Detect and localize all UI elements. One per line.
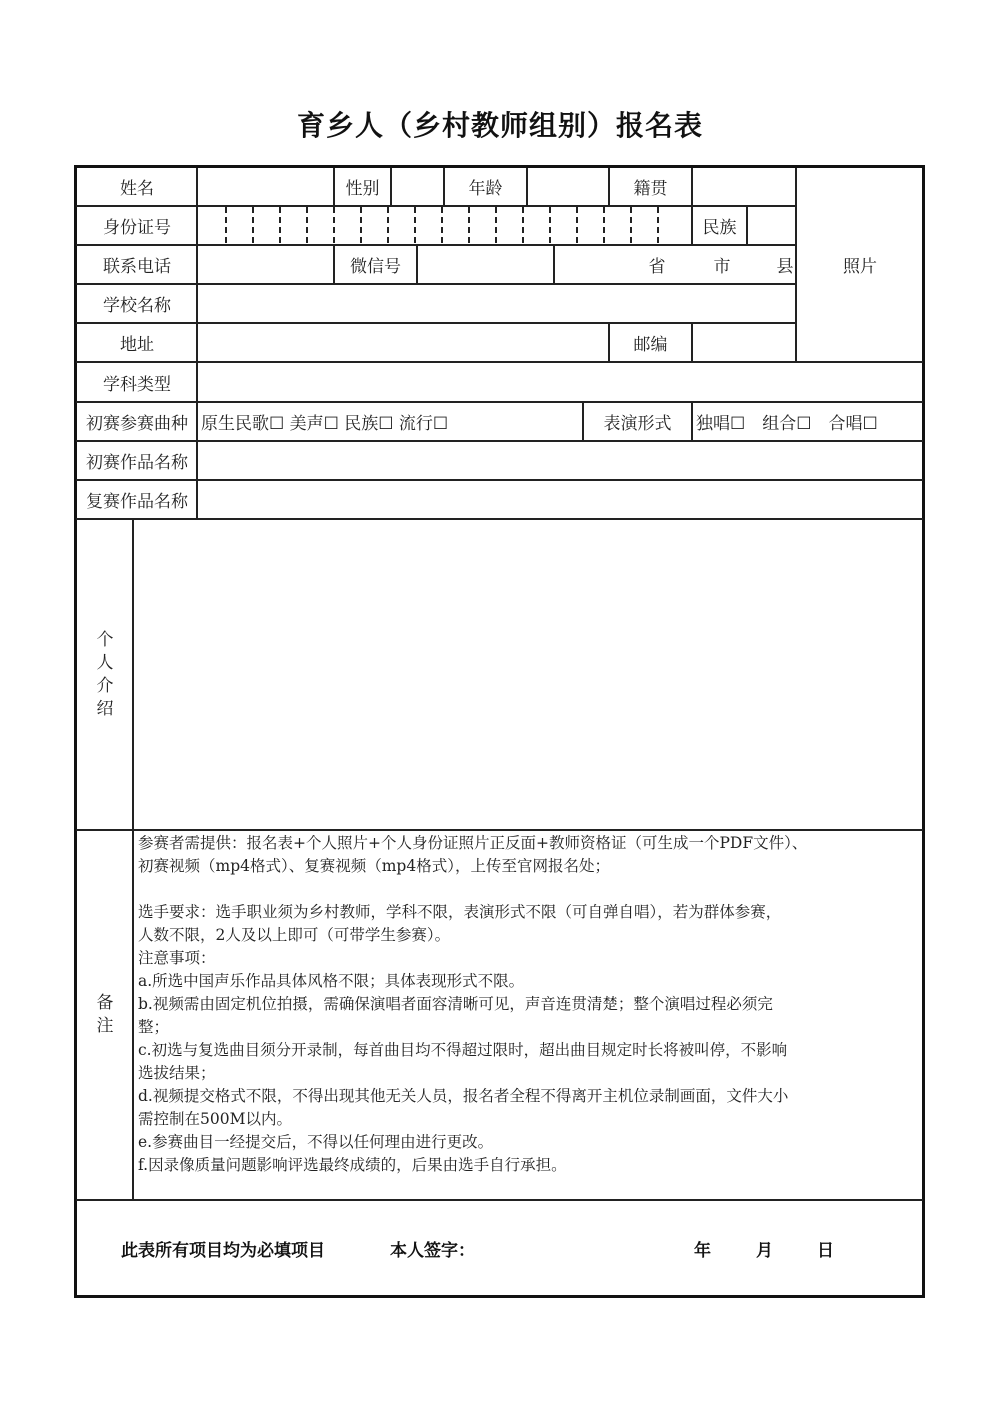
column-divider	[416, 245, 418, 283]
note-line: f.因录像质量问题影响评选最终成绩的，后果由选手自行承担。	[138, 1156, 567, 1174]
remarks-char: 备	[96, 993, 114, 1013]
id-digit-separator	[630, 207, 632, 243]
column-divider	[691, 168, 693, 205]
label-ethnicity: 民族	[702, 218, 737, 238]
intro-char: 绍	[96, 698, 114, 719]
label-address: 地址	[120, 335, 154, 355]
label-final-work: 复赛作品名称	[86, 492, 188, 512]
label-province: 省	[648, 257, 666, 277]
note-line: 注意事项：	[138, 949, 216, 967]
label-school-name: 学校名称	[103, 296, 171, 316]
genre-options[interactable]: 原生民歌☐ 美声☐ 民族☐ 流行☐	[201, 414, 449, 434]
label-age: 年龄	[468, 179, 503, 199]
performance-form-options[interactable]: 独唱☐ 组合☐ 合唱☐	[696, 414, 878, 434]
id-digit-separator	[522, 207, 524, 243]
column-divider	[691, 323, 693, 361]
note-line: b.视频需由固定机位拍摄，需确保演唱者面容清晰可见，声音连贯清楚；整个演唱过程必须完	[138, 995, 773, 1013]
label-postcode: 邮编	[633, 335, 668, 355]
id-digit-separator	[414, 207, 416, 243]
id-digit-separator	[468, 207, 470, 243]
label-personal-intro	[78, 520, 132, 829]
label-remarks	[78, 831, 132, 1199]
column-divider	[390, 168, 392, 205]
label-subject-type: 学科类型	[103, 374, 171, 395]
row-divider	[76, 440, 923, 442]
column-divider	[526, 168, 528, 205]
photo-placeholder: 照片	[843, 257, 877, 277]
label-performance-form: 表演形式	[603, 414, 672, 434]
id-digit-separator	[603, 207, 605, 243]
column-divider	[132, 519, 134, 1200]
label-native-place: 籍贯	[633, 179, 668, 199]
note-line: 选手要求：选手职业须为乡村教师，学科不限，表演形式不限（可自弹自唱），若为群体参赛，	[138, 903, 782, 921]
label-wechat: 微信号	[350, 257, 401, 277]
remarks-char: 注	[96, 1016, 114, 1036]
note-line: 整；	[138, 1018, 170, 1036]
id-digit-separator	[252, 207, 254, 243]
label-id-number: 身份证号	[103, 218, 171, 238]
note-line: 选拔结果；	[138, 1064, 216, 1082]
label-gender: 性别	[345, 179, 380, 199]
label-county: 县	[776, 257, 794, 277]
row-divider	[76, 479, 923, 481]
id-digit-separator	[576, 207, 578, 243]
id-digit-separator	[360, 207, 362, 243]
remarks-notes	[138, 832, 918, 1177]
id-digit-separator	[549, 207, 551, 243]
id-digit-separator	[306, 207, 308, 243]
form-title: 育乡人（乡村教师组别）报名表	[296, 109, 703, 142]
row-divider	[76, 829, 923, 831]
row-divider	[76, 518, 923, 520]
row-divider	[76, 1199, 923, 1201]
note-line	[138, 878, 918, 901]
intro-char: 介	[96, 675, 114, 696]
column-divider	[553, 245, 555, 283]
id-digit-separator	[387, 207, 389, 243]
column-divider	[691, 402, 693, 440]
note-line: c.初选与复选曲目须分开录制，每首曲目均不得超过限时，超出曲目规定时长将被叫停，不影响	[138, 1041, 788, 1059]
id-digit-separator	[225, 207, 227, 243]
column-divider	[196, 168, 198, 519]
signature-label: 本人签字：	[390, 1241, 475, 1261]
date-month: 月	[756, 1241, 773, 1261]
label-genre: 初赛参赛曲种	[86, 414, 188, 434]
id-digit-separator	[333, 207, 335, 243]
note-line: d.视频提交格式不限，不得出现其他无关人员，报名者全程不得离开主机位录制画面，文件大小	[138, 1087, 789, 1105]
id-digit-separator	[495, 207, 497, 243]
column-divider	[746, 206, 748, 244]
note-line: 初赛视频（mp4格式）、复赛视频（mp4格式），上传至官网报名处；	[138, 857, 610, 875]
intro-char: 个	[96, 629, 114, 650]
id-digit-separator	[279, 207, 281, 243]
label-city: 市	[713, 257, 731, 277]
note-line: 人数不限，2人及以上即可（可带学生参赛）。	[138, 926, 451, 944]
date-year: 年	[694, 1241, 711, 1261]
date-day: 日	[817, 1241, 834, 1261]
id-digit-separator	[441, 207, 443, 243]
note-line: 参赛者需提供：报名表+个人照片+个人身份证照片正反面+教师资格证（可生成一个PDF文件）、	[138, 834, 808, 852]
required-notice: 此表所有项目均为必填项目	[121, 1241, 325, 1261]
note-line: 需控制在500M以内。	[138, 1110, 292, 1128]
note-line: a.所选中国声乐作品具体风格不限；具体表现形式不限。	[138, 972, 525, 990]
note-line: e.参赛曲目一经提交后，不得以任何理由进行更改。	[138, 1133, 494, 1151]
id-digit-separator	[657, 207, 659, 243]
intro-char: 人	[96, 652, 114, 673]
label-name: 姓名	[120, 179, 154, 199]
label-preliminary-work: 初赛作品名称	[86, 453, 188, 473]
label-phone: 联系电话	[103, 257, 171, 277]
